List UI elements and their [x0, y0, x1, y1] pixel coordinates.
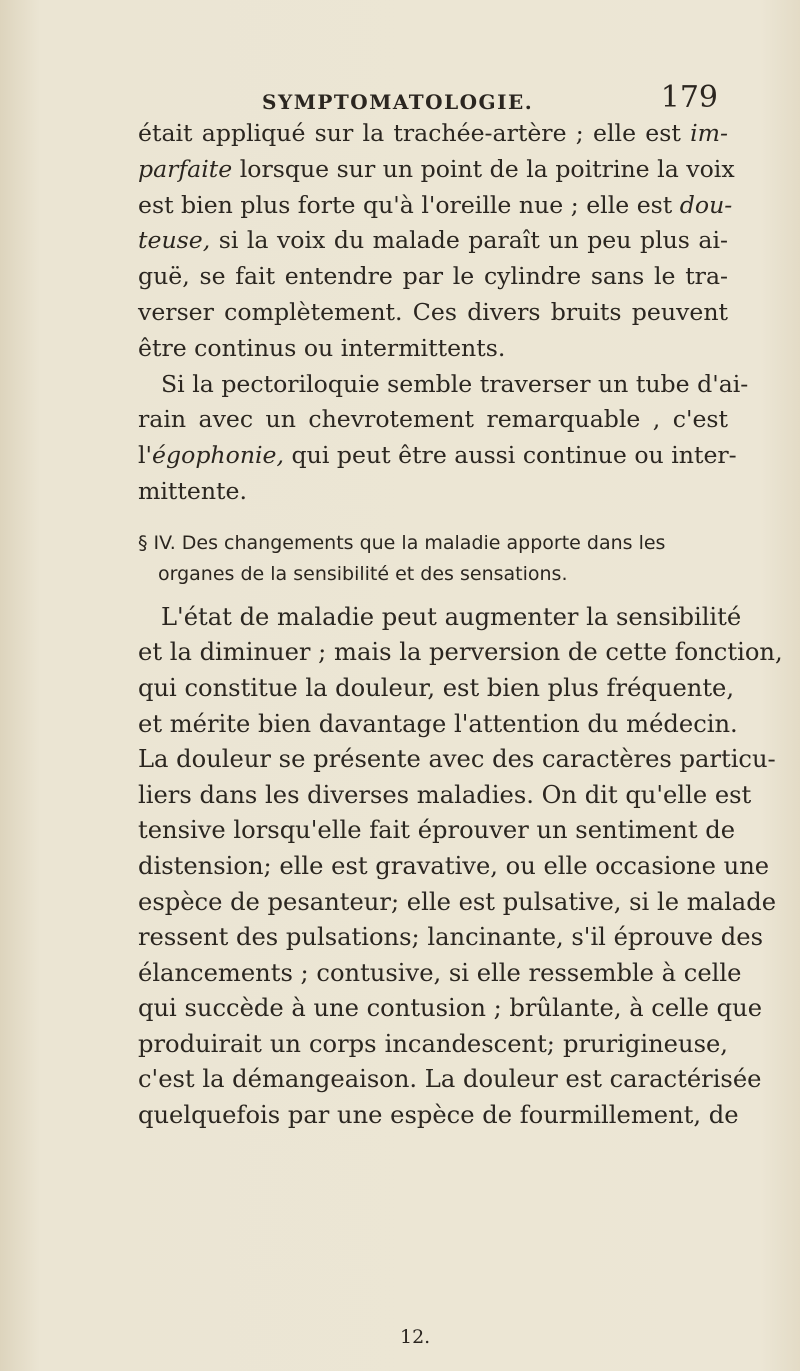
text-line: La douleur se présente avec des caractères particu-: [138, 745, 776, 774]
text-line: verser complètement. Ces divers bruits peuvent: [138, 297, 728, 326]
text-line: élancements ; contusive, si elle ressemble à celle: [138, 958, 742, 987]
text-line: et mérite bien davantage l'attention du médecin.: [138, 709, 738, 738]
text-line: l'égophonie, qui peut être aussi continue ou inter-: [138, 441, 737, 470]
text-line: parfaite lorsque sur un point de la poitrine la voix: [138, 154, 735, 183]
paragraph-3: [138, 600, 783, 1134]
text-line: mittente.: [138, 476, 247, 505]
text-line: teuse, si la voix du malade paraît un peu plus ai-: [138, 226, 728, 255]
signature-mark: 12.: [400, 1326, 431, 1348]
section-heading-line: § IV. Des changements que la maladie apporte dans les: [138, 531, 666, 554]
paragraph-1: [138, 116, 735, 367]
text-line: et la diminuer ; mais la perversion de cette fonction,: [138, 638, 783, 667]
text-line: être continus ou intermittents.: [138, 333, 506, 362]
page-number: 179: [660, 80, 718, 115]
text-line: qui succède à une contusion ; brûlante, à celle que: [138, 994, 763, 1023]
section-heading-line: organes de la sensibilité et des sensations.: [158, 562, 568, 585]
text-line: était appliqué sur la trachée-artère ; elle est im-: [138, 119, 728, 147]
text-line: distension; elle est gravative, ou elle occasione une: [138, 851, 770, 880]
paragraph-2: [138, 367, 749, 510]
text-line: ressent des pulsations; lancinante, s'il éprouve des: [138, 923, 763, 952]
text-line: produirait un corps incandescent; prurigineuse,: [138, 1029, 728, 1058]
text-line: est bien plus forte qu'à l'oreille nue ; elle est dou-: [138, 190, 733, 219]
text-line: espèce de pesanteur; elle est pulsative, si le malade: [138, 887, 777, 916]
text-line: rain avec un chevrotement remarquable , c'est: [138, 405, 728, 434]
text-line: guë, se fait entendre par le cylindre sans le tra-: [138, 262, 728, 291]
text-line: qui constitue la douleur, est bien plus fréquente,: [138, 673, 735, 702]
running-title: SYMPTOMATOLOGIE.: [262, 90, 534, 114]
text-line: tensive lorsqu'elle fait éprouver un sentiment de: [138, 816, 736, 845]
page-header: [248, 74, 718, 114]
text-line: liers dans les diverses maladies. On dit qu'elle est: [138, 780, 752, 809]
section-heading: [138, 528, 728, 590]
text-line: quelquefois par une espèce de fourmillement, de: [138, 1101, 739, 1130]
text-block: [138, 116, 783, 1134]
text-line: L'état de maladie peut augmenter la sensibilité: [161, 602, 742, 631]
text-line: Si la pectoriloquie semble traverser un tube d'ai-: [161, 369, 749, 398]
text-line: c'est la démangeaison. La douleur est caractérisée: [138, 1065, 762, 1094]
